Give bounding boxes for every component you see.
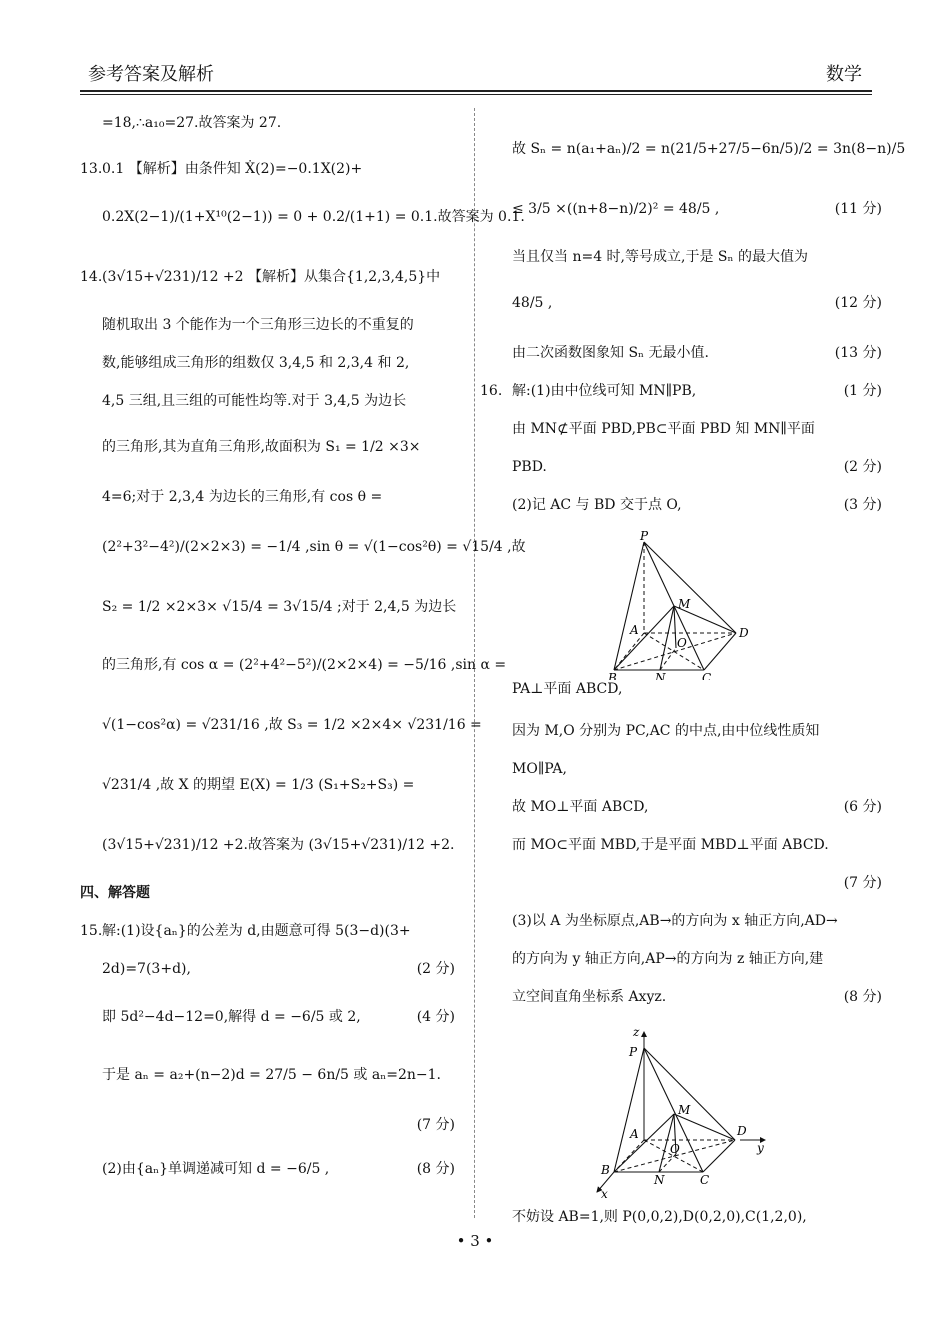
answer-line: 故 Sₙ = n(a₁+aₙ)/2 = n(21/5+27/5−6n/5)/2 = 3n(8−n)/5 <box>512 141 906 157</box>
header-rule-thin <box>80 94 872 95</box>
answer-line: ≤ 3/5 ×((n+8−n)/2)² = 48/5 , (11 分) <box>496 196 882 222</box>
answer-line: PBD. (2 分) <box>496 454 882 480</box>
pyramid-figure <box>600 530 770 684</box>
edge-PB <box>614 1048 644 1172</box>
score-mark: (2 分) <box>416 961 455 977</box>
label-B: B <box>608 671 617 680</box>
answer-line: 故 MO⊥平面 ABCD, (6 分) <box>496 794 882 820</box>
label-M: M <box>678 1103 691 1117</box>
answer-line: 不妨设 AB=1,则 P(0,0,2),D(0,2,0),C(1,2,0), <box>512 1209 807 1225</box>
score-mark: (7 分) <box>843 875 882 891</box>
coordinate-diagram <box>585 1026 785 1206</box>
page-number: • 3 • <box>456 1232 494 1250</box>
answer-line: 而 MO⊂平面 MBD,于是平面 MBD⊥平面 ABCD. <box>512 837 829 853</box>
answer-line: (2)记 AC 与 BD 交于点 O, (3 分) <box>496 492 882 518</box>
label-P: P <box>629 1045 638 1059</box>
score-mark: (8 分) <box>416 1161 455 1177</box>
edge-MD <box>674 1114 735 1140</box>
answer-line: 的三角形,其为直角三角形,故面积为 S₁ = 1/2 ×3× <box>102 439 421 455</box>
answer-line: 当且仅当 n=4 时,等号成立,于是 Sₙ 的最大值为 <box>512 249 809 265</box>
label-N: N <box>654 1173 665 1187</box>
answer-line: 15. 解:(1)设{aₙ}的公差为 d,由题意可得 5(3−d)(3+ <box>80 923 411 939</box>
label-C: C <box>702 671 712 680</box>
answer-line: 13. 0.1 【解析】由条件知 Ẋ(2)=−0.1X(2)+ <box>80 161 363 177</box>
pyramid-diagram <box>600 530 770 680</box>
answer-line: 的三角形,有 cos α = (2²+4²−5²)/(2×2×4) = −5/16 ,sin α = <box>102 657 507 673</box>
label-D: D <box>737 1124 747 1138</box>
header-title: 参考答案及解析 <box>88 64 214 85</box>
label-A: A <box>630 1127 639 1141</box>
score-mark: (6 分) <box>843 799 882 815</box>
answer-line: 立空间直角坐标系 Axyz. (8 分) <box>496 984 882 1010</box>
edge-CD <box>704 633 736 670</box>
edge-AB-hidden <box>614 1140 644 1172</box>
answer-line: (3)以 A 为坐标原点,AB→的方向为 x 轴正方向,AD→ <box>512 913 838 929</box>
label-P: P <box>640 530 649 543</box>
header-rule <box>80 90 872 92</box>
label-C: C <box>700 1173 710 1187</box>
answer-line: √231/4 ,故 X 的期望 E(X) = 1/3 (S₁+S₂+S₃) = <box>102 777 415 793</box>
answer-line: 数,能够组成三角形的组数仅 3,4,5 和 2,3,4 和 2, <box>102 355 410 371</box>
score-mark: (3 分) <box>843 497 882 513</box>
answer-line: (2)由{aₙ}单调递减可知 d = −6/5 , (8 分) <box>80 1156 455 1182</box>
answer-line: 由二次函数图象知 Sₙ 无最小值. (13 分) <box>496 340 882 366</box>
answer-line: 14. (3√15+√231)/12 +2 【解析】从集合{1,2,3,4,5}中 <box>80 269 441 285</box>
answer-line: 4,5 三组,且三组的可能性均等.对于 3,4,5 为边长 <box>102 393 407 409</box>
score-mark: (4 分) <box>416 1009 455 1025</box>
label-N: N <box>655 671 666 680</box>
edge-PD <box>644 542 736 633</box>
answer-line: PA⊥平面 ABCD, <box>512 681 623 697</box>
header-subject: 数学 <box>826 64 862 85</box>
label-B: B <box>601 1163 610 1177</box>
answer-line: 4=6;对于 2,3,4 为边长的三角形,有 cos θ = <box>102 489 383 505</box>
label-x: x <box>601 1187 608 1201</box>
answer-line: S₂ = 1/2 ×2×3× √15/4 = 3√15/4 ;对于 2,4,5 为边长 <box>102 599 457 615</box>
answer-line: 2d)=7(3+d), (2 分) <box>80 956 455 982</box>
answer-line: =18,∴a₁₀=27.故答案为 27. <box>102 115 282 131</box>
edge-MN <box>660 606 674 670</box>
answer-line: (3√15+√231)/12 +2.故答案为 (3√15+√231)/12 +2. <box>102 837 455 853</box>
edge-CD <box>703 1140 735 1172</box>
score-mark: (1 分) <box>843 383 882 399</box>
score-mark: (12 分) <box>834 295 882 311</box>
label-O: O <box>670 1142 680 1156</box>
answer-line <box>80 1112 455 1138</box>
label-D: D <box>739 626 749 640</box>
answer-line: 0.2X(2−1)/(1+X¹⁰(2−1)) = 0 + 0.2/(1+1) = 0.1.故答案为 0.1. <box>102 209 525 225</box>
section-heading: 四、解答题 <box>80 885 150 901</box>
score-mark: (8 分) <box>843 989 882 1005</box>
answer-line: 随机取出 3 个能作为一个三角形三边长的不重复的 <box>102 317 414 333</box>
answer-line: 由 MN⊄平面 PBD,PB⊂平面 PBD 知 MN∥平面 <box>512 421 815 437</box>
score-mark: (13 分) <box>834 345 882 361</box>
answer-line <box>496 870 882 896</box>
edge-MO <box>674 606 676 648</box>
score-mark: (2 分) <box>843 459 882 475</box>
answer-line: √(1−cos²α) = √231/16 ,故 S₃ = 1/2 ×2×4× √231/16 = <box>102 717 482 733</box>
score-mark: (11 分) <box>834 201 882 217</box>
label-A: A <box>630 623 639 637</box>
label-M: M <box>678 597 691 611</box>
answer-line: 48/5 , (12 分) <box>496 290 882 316</box>
score-mark: (7 分) <box>416 1117 455 1133</box>
label-z: z <box>633 1026 640 1039</box>
edge-PD <box>644 1048 735 1140</box>
answer-line: 的方向为 y 轴正方向,AP→的方向为 z 轴正方向,建 <box>512 951 824 967</box>
answer-line: (2²+3²−4²)/(2×2×3) = −1/4 ,sin θ = √(1−cos²θ) = √15/4 ,故 <box>102 539 526 555</box>
label-y: y <box>757 1141 764 1155</box>
label-O: O <box>677 636 687 650</box>
answer-line: 于是 aₙ = a₂+(n−2)d = 27/5 − 6n/5 或 aₙ=2n−1. <box>102 1067 442 1083</box>
answer-line: MO∥PA, <box>512 761 567 777</box>
answer-line: 即 5d²−4d−12=0,解得 d = −6/5 或 2, (4 分) <box>80 1004 455 1030</box>
coordinate-figure <box>585 1026 785 1210</box>
answer-line: 因为 M,O 分别为 PC,AC 的中点,由中位线性质知 <box>512 723 820 739</box>
answer-line: 16. 解:(1)由中位线可知 MN∥PB, (1 分) <box>496 378 882 404</box>
